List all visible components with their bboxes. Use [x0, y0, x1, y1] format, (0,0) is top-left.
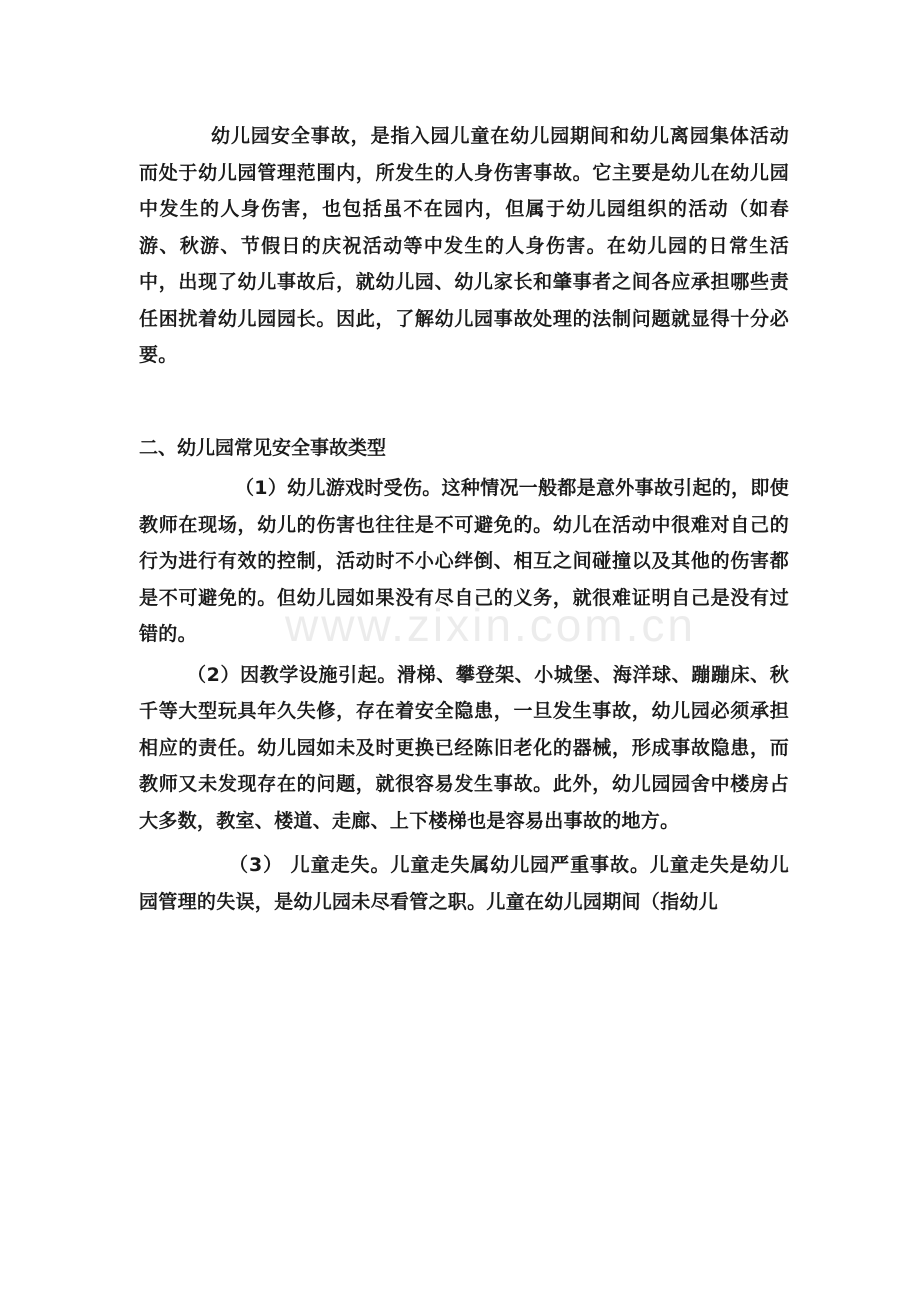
- intro-paragraph: 幼儿园安全事故，是指入园儿童在幼儿园期间和幼儿离园集体活动而处于幼儿园管理范围内，所发生的人身伤害事故。它主要是幼儿在幼儿园中发生的人身伤害，也包括虽不在园内，但属于幼儿园组织的活动（如春游、秋游、节假日的庆祝活动等中发生的人身伤害。在幼儿园的日常生活中，出现了幼儿事故后，就幼儿园、幼儿家长和肇事者之间各应承担哪些责任困扰着幼儿园园长。因此，了解幼儿园事故处理的法制问题就显得十分必要。: [139, 125, 789, 366]
- watermark: www.zixin.com.cn: [285, 599, 696, 651]
- document-body: [139, 118, 789, 920]
- item-2-paragraph: （2）因教学设施引起。滑梯、攀登架、小城堡、海洋球、蹦蹦床、秋千等大型玩具年久失修，存在着安全隐患，一旦发生事故，幼儿园必须承担相应的责任。幼儿园如未及时更换已经陈旧老化的器械，形成事故隐患，而教师又未发现存在的问题，就很容易发生事故。此外，幼儿园园舍中楼房占大多数，教室、楼道、走廊、上下楼梯也是容易出事故的地方。: [139, 663, 789, 832]
- section-heading: 二、幼儿园常见安全事故类型: [139, 436, 387, 459]
- spacer: [139, 839, 789, 847]
- item-1-paragraph: （1）幼儿游戏时受伤。这种情况一般都是意外事故引起的，即使教师在现场，幼儿的伤害也往往是不可避免的。幼儿在活动中很难对自己的行为进行有效的控制，活动时不小心绊倒、相互之间碰撞以及其他的伤害都是不可避免的。但幼儿园如果没有尽自己的义务，就很难证明自己是没有过错的。: [139, 477, 789, 645]
- item-3-paragraph: （3） 儿童走失。儿童走失属幼儿园严重事故。儿童走失是幼儿园管理的失误，是幼儿园未尽看管之职。儿童在幼儿园期间（指幼儿: [139, 854, 789, 913]
